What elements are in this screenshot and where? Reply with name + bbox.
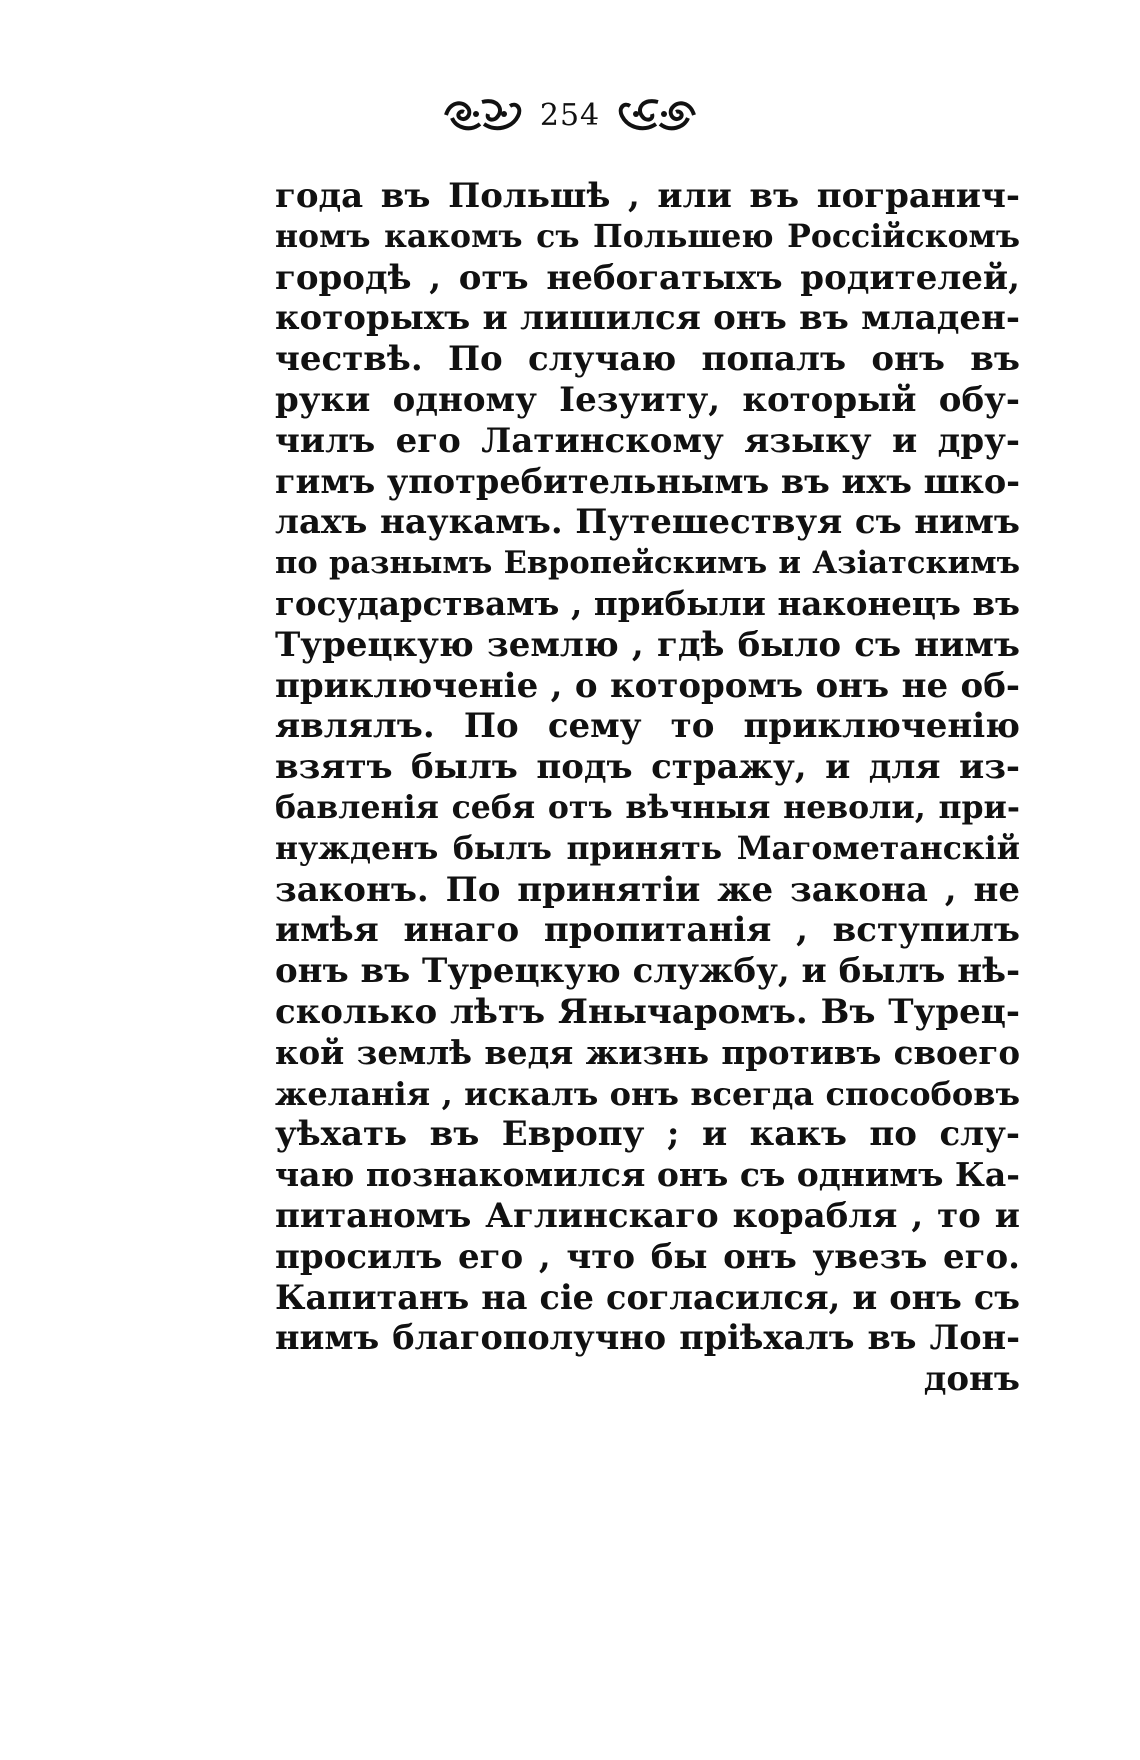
fleuron-right-icon xyxy=(616,94,698,136)
text-line: желанія , искалъ онъ всегда способовъ xyxy=(275,1074,1020,1113)
text-line: которыхъ и лишился онъ въ младен- xyxy=(275,298,1020,339)
text-line: руки одному Іезуиту, который обу- xyxy=(275,379,1020,420)
text-line: государствамъ , прибыли наконецъ въ xyxy=(275,583,1020,623)
text-line: являлъ. По сему то приключенію xyxy=(275,706,1020,747)
text-line: кой землѣ ведя жизнь противъ своего xyxy=(275,1032,1020,1072)
page-number: 254 xyxy=(539,97,601,133)
text-line: лахъ наукамъ. Путешествуя съ нимъ xyxy=(275,502,1020,543)
text-line: по разнымъ Европейскимъ и Азіатскимъ xyxy=(275,545,1020,582)
page-header xyxy=(0,88,1140,142)
fleuron-left-icon xyxy=(442,94,524,136)
text-line: сколько лѣтъ Янычаромъ. Въ Турец- xyxy=(275,991,1020,1032)
text-line: уѣхать въ Европу ; и какъ по слу- xyxy=(275,1114,1020,1155)
text-line: нимъ благополучно пріѣхалъ въ Лон- xyxy=(275,1318,1020,1358)
text-line: нужденъ былъ принять Магометанскій xyxy=(275,829,1020,867)
text-line: онъ въ Турецкую службу, и былъ нѣ- xyxy=(275,951,1020,992)
text-line: номъ какомъ съ Польшею Россійскомъ xyxy=(275,217,1020,255)
text-line: имѣя инаго пропитанія , вступилъ xyxy=(275,910,1020,951)
text-line: Капитанъ на сіе согласился, и онъ съ xyxy=(275,1277,1020,1317)
text-line: взятъ былъ подъ стражу, и для из- xyxy=(275,747,1020,788)
catchword: донъ xyxy=(923,1359,1020,1400)
text-line: года въ Польшѣ , или въ погранич- xyxy=(275,176,1020,216)
text-line: бавленія себя отъ вѣчныя неволи, при- xyxy=(275,788,1020,826)
body-text xyxy=(275,176,1020,1400)
text-line: чилъ его Латинскому языку и дру- xyxy=(275,420,1020,461)
text-line: Турецкую землю , гдѣ было съ нимъ xyxy=(275,624,1020,665)
text-line: гимъ употребительнымъ въ ихъ шко- xyxy=(275,461,1020,501)
text-line: приключеніе , о которомъ онъ не об- xyxy=(275,665,1020,706)
text-line: питаномъ Аглинскаго корабля , то и xyxy=(275,1195,1020,1236)
text-line: законъ. По принятіи же закона , не xyxy=(275,869,1020,910)
text-line: городѣ , отъ небогатыхъ родителей, xyxy=(275,257,1020,298)
text-line: просилъ его , что бы онъ увезъ его. xyxy=(275,1236,1020,1277)
text-line: чествѣ. По случаю попалъ онъ въ xyxy=(275,339,1020,380)
text-line: чаю познакомился онъ съ однимъ Ка- xyxy=(275,1155,1020,1195)
